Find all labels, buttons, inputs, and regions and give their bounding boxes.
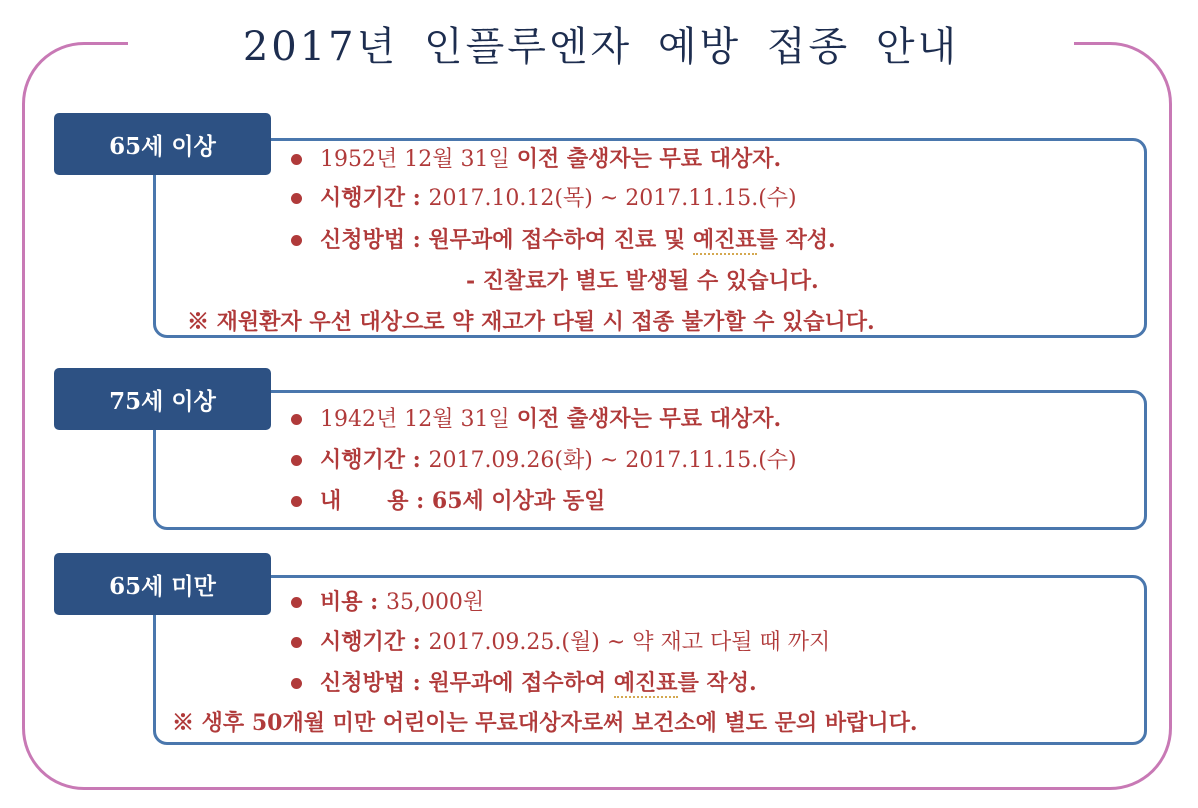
s2-birth-line: 1942년 12월 31일 이전 출생자는 무료 대상자.: [320, 406, 782, 432]
section-65-over-tab: 65세 이상: [54, 113, 271, 175]
s3-cost-line: 비용 : 35,000원: [320, 589, 485, 615]
s2-content-line: 내 용 : 65세 이상과 동일: [320, 488, 606, 514]
s1-period-line: 시행기간 : 2017.10.12(목) ~ 2017.11.15.(수): [320, 185, 797, 211]
s3-method-line: 신청방법 : 원무과에 접수하여 예진표를 작성.: [320, 670, 757, 696]
bullet-icon: [291, 678, 302, 689]
s1-birth-line: 1952년 12월 31일 이전 출생자는 무료 대상자.: [320, 146, 782, 172]
bullet-icon: [291, 414, 302, 425]
bullet-icon: [291, 154, 302, 165]
section-75-over-tab: 75세 이상: [54, 368, 271, 430]
title-bar: [128, 8, 1074, 78]
s1-method-line: 신청방법 : 원무과에 접수하여 진료 및 예진표를 작성.: [320, 227, 836, 253]
s3-period-line: 시행기간 : 2017.09.25.(월) ~ 약 재고 다될 때 까지: [320, 629, 831, 655]
bullet-icon: [291, 193, 302, 204]
s1-fee-note: - 진찰료가 별도 발생될 수 있습니다.: [466, 268, 819, 294]
page-title: 2017년 인플루엔자 예방 접종 안내: [242, 23, 960, 70]
bullet-icon: [291, 235, 302, 246]
s2-period-line: 시행기간 : 2017.09.26(화) ~ 2017.11.15.(수): [320, 447, 797, 473]
s3-notice: ※ 생후 50개월 미만 어린이는 무료대상자로써 보건소에 별도 문의 바랍니다.: [172, 710, 918, 736]
s1-notice: ※ 재원환자 우선 대상으로 약 재고가 다될 시 접종 불가할 수 있습니다.: [187, 309, 875, 335]
bullet-icon: [291, 637, 302, 648]
bullet-icon: [291, 455, 302, 466]
bullet-icon: [291, 496, 302, 507]
bullet-icon: [291, 597, 302, 608]
section-65-under-tab: 65세 미만: [54, 553, 271, 615]
